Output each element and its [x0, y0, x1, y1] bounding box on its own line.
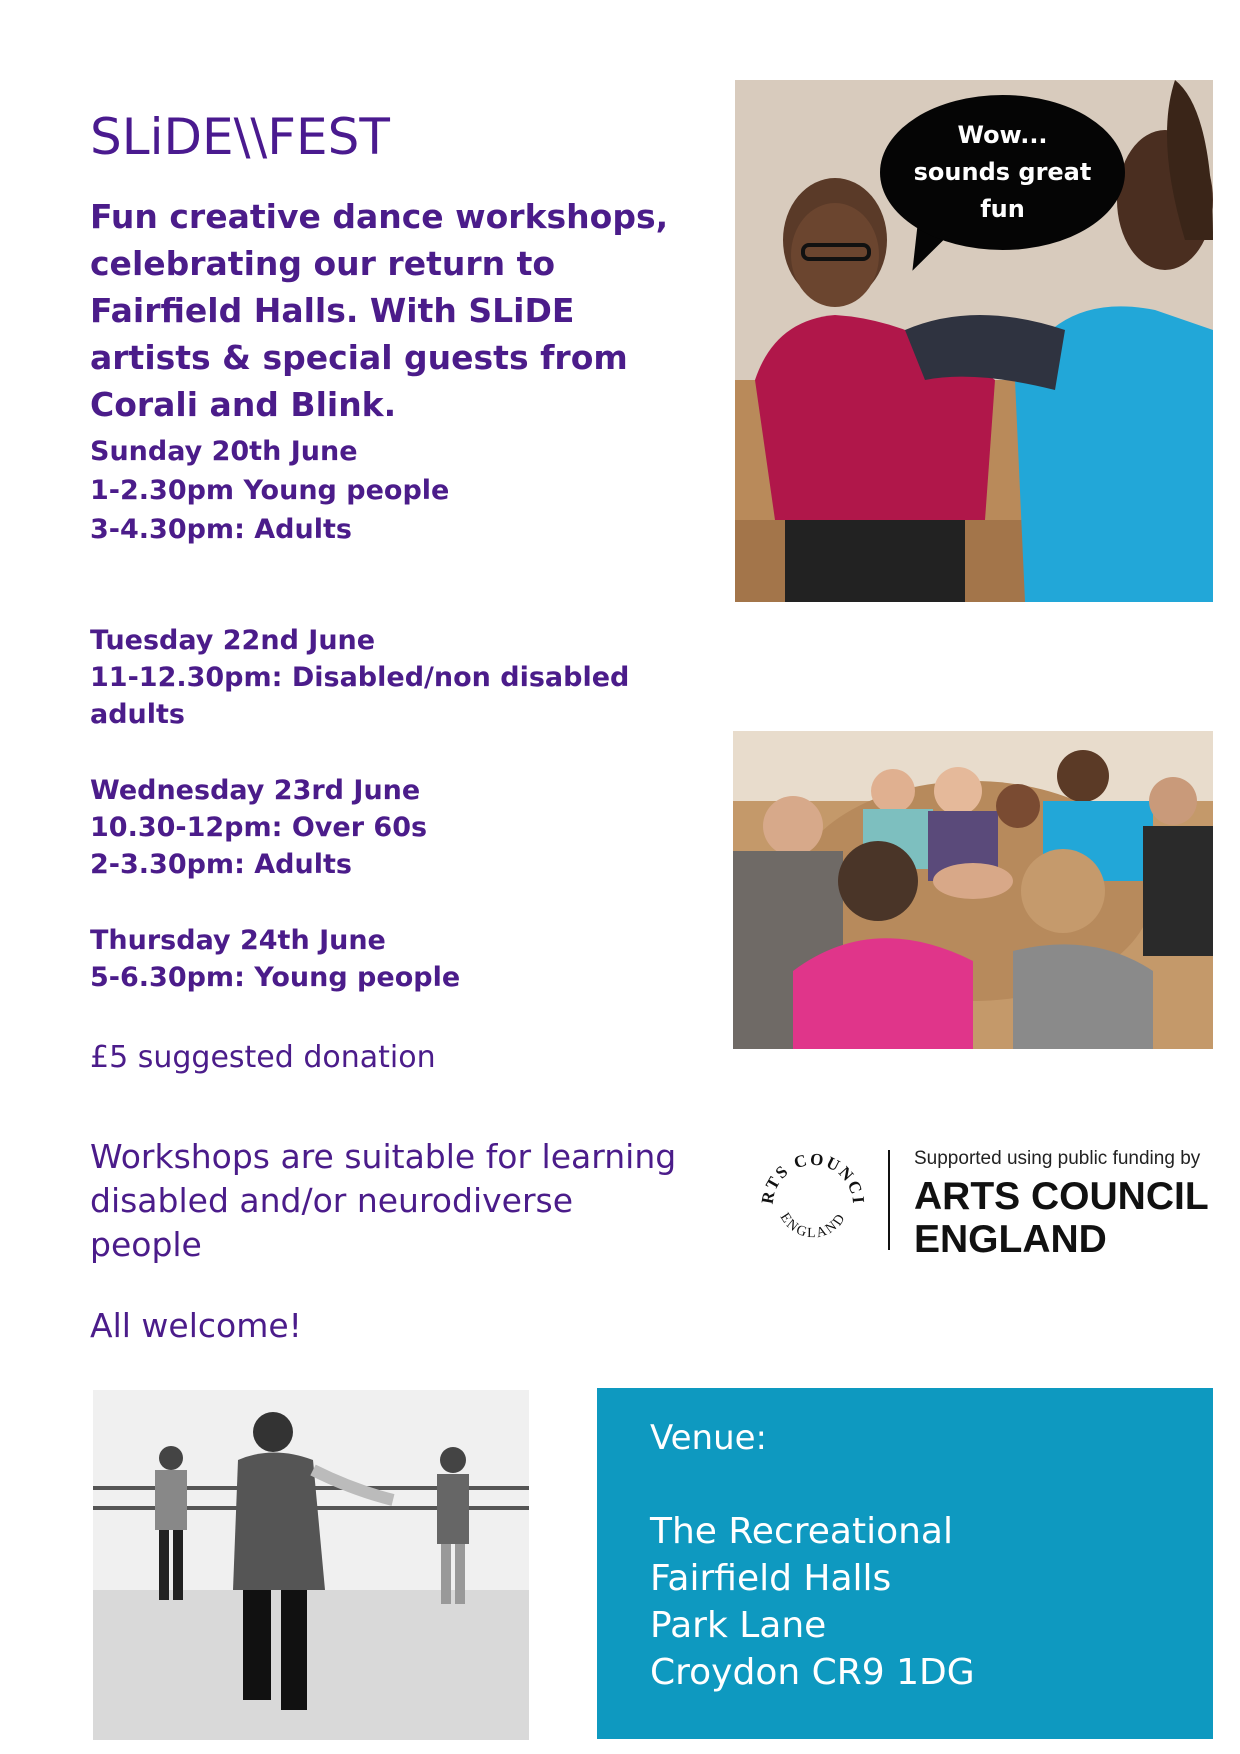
schedule-line: 5-6.30pm: Young people: [90, 962, 461, 993]
schedule-block-wednesday: [90, 772, 427, 883]
schedule-block-tuesday: [90, 622, 650, 733]
photo-group-circle-illustration: [733, 731, 1213, 1049]
intro-text: Fun creative dance workshops, celebrating our return to Fairfield Halls. With SLiDE artists & special guests from Corali and Blink.: [90, 197, 669, 424]
suitability-text: Workshops are suitable for learning disabled and/or neurodiverse people: [90, 1137, 677, 1264]
svg-text:ARTS COUNCIL: [757, 1143, 868, 1206]
photo-studio-dancers: [93, 1390, 529, 1740]
schedule-line: 10.30-12pm: Over 60s: [90, 812, 428, 843]
funder-divider: [888, 1150, 890, 1250]
donation-text: £5 suggested donation: [90, 1040, 436, 1075]
schedule-line: 2-3.30pm: Adults: [90, 849, 352, 880]
schedule-day: Thursday 24th June: [90, 925, 386, 956]
seal-bottom-text: ENGLAND: [776, 1210, 850, 1242]
speech-bubble: [880, 95, 1125, 250]
venue-address-line: The Recreational: [650, 1511, 953, 1552]
welcome-text: All welcome!: [90, 1306, 302, 1345]
speech-bubble-line: sounds great: [913, 158, 1092, 186]
venue-address: [650, 1508, 975, 1696]
schedule-line: 11-12.30pm: Disabled/non disabled adults: [90, 662, 630, 730]
arts-council-seal-icon: [757, 1143, 869, 1255]
funder-name-line: ENGLAND: [914, 1218, 1107, 1261]
funder-supported-text: Supported using public funding by: [914, 1148, 1201, 1169]
speech-bubble-line: Wow...: [957, 121, 1048, 149]
page-title: SLiDE\\FEST: [90, 108, 390, 166]
schedule-day: Tuesday 22nd June: [90, 625, 376, 656]
schedule-line: 1-2.30pm Young people: [90, 475, 450, 506]
svg-text:ENGLAND: [777, 1210, 850, 1241]
venue-address-line: Fairfield Halls: [650, 1558, 892, 1599]
funder-name: [914, 1175, 1209, 1261]
arts-council-seal: [757, 1143, 869, 1255]
photo-group-circle: [733, 731, 1213, 1049]
schedule-day: Wednesday 23rd June: [90, 775, 421, 806]
speech-bubble-line: fun: [980, 195, 1025, 223]
photo-studio-dancers-illustration: [93, 1390, 529, 1740]
schedule-block-sunday: [90, 432, 449, 549]
schedule-line: 3-4.30pm: Adults: [90, 514, 352, 545]
seal-top-text: RTS COUNCI: [757, 1149, 869, 1207]
venue-address-line: Croydon CR9 1DG: [650, 1652, 975, 1693]
funder-name-line: ARTS COUNCIL: [914, 1175, 1209, 1218]
venue-address-line: Park Lane: [650, 1605, 827, 1646]
venue-label: Venue:: [650, 1418, 768, 1458]
schedule-day: Sunday 20th June: [90, 436, 358, 467]
schedule-block-thursday: [90, 922, 460, 996]
